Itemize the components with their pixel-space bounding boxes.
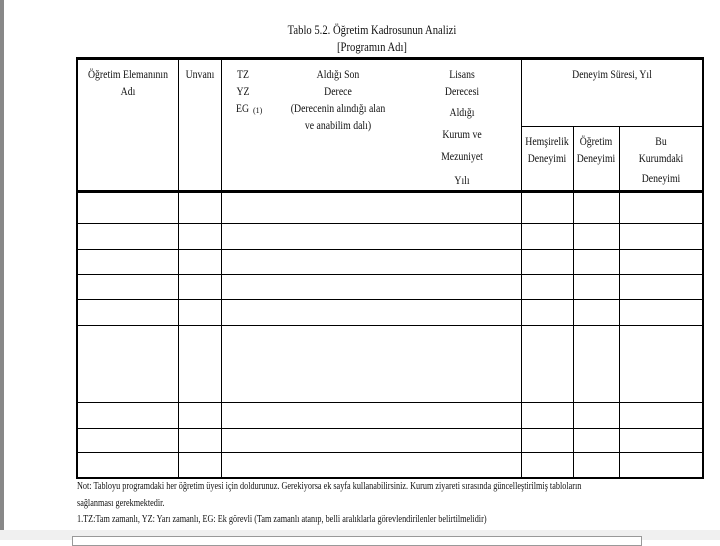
note-line-1: Not: Tabloyu programdaki her öğretim üyesi için doldurunuz. Gerekiyorsa ek sayfa kullanabilirsiniz. Kurum ziyareti sırasında güncelleştirilmiş tabloların bbox=[77, 481, 582, 492]
note-line-2: sağlanması gerekmektedir. bbox=[77, 498, 165, 509]
row-divider bbox=[76, 299, 704, 300]
table-bottom-border bbox=[76, 477, 704, 479]
col-divider bbox=[573, 126, 574, 479]
footnote-1: 1.TZ:Tam zamanlı, YZ: Yarı zamanlı, EG: Ek görevli (Tam zamanlı atanıp, belli aralıklarla görevlendirilenler belirtilmelidir) bbox=[77, 514, 487, 525]
col-divider bbox=[521, 57, 522, 479]
row-divider bbox=[76, 402, 704, 403]
col-divider bbox=[619, 126, 620, 479]
col-divider bbox=[221, 57, 222, 479]
program-name: [Programın Adı] bbox=[337, 40, 407, 54]
row-divider bbox=[76, 249, 704, 250]
row-divider bbox=[76, 428, 704, 429]
row-divider bbox=[76, 274, 704, 275]
table-top-border bbox=[76, 57, 704, 60]
row-divider bbox=[76, 223, 704, 224]
col-divider bbox=[178, 57, 179, 479]
subheader-divider bbox=[521, 126, 703, 127]
header-experience: Deneyim Süresi, Yıl bbox=[572, 69, 652, 81]
header-title: Unvanı bbox=[185, 69, 215, 81]
bottom-input-box[interactable] bbox=[72, 536, 642, 546]
row-divider bbox=[76, 325, 704, 326]
table-title: Tablo 5.2. Öğretim Kadrosunun Analizi bbox=[287, 23, 457, 37]
left-scroll-edge bbox=[0, 0, 4, 540]
footnote-ref: (1) bbox=[253, 106, 263, 115]
table-left-border bbox=[76, 57, 78, 479]
row-divider bbox=[76, 452, 704, 453]
header-bottom-border bbox=[76, 190, 704, 193]
table-right-border bbox=[702, 57, 704, 479]
